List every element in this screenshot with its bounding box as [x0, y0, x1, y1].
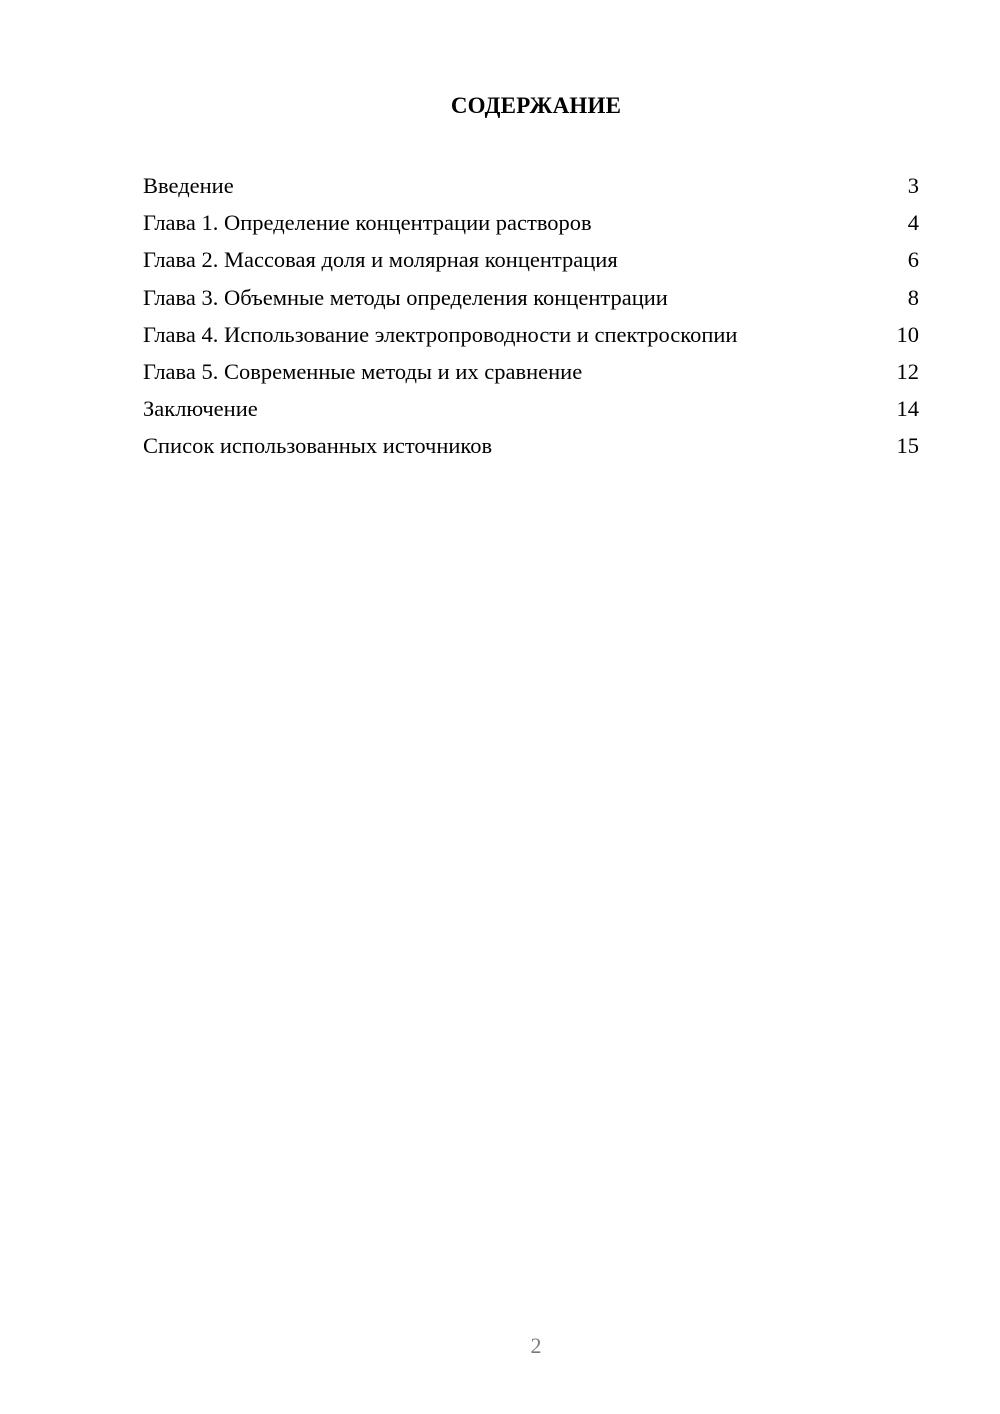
- toc-entry-page: 3: [907, 173, 919, 198]
- toc-entry-chapter-2: [143, 241, 919, 278]
- toc-entry-chapter-5: [143, 353, 919, 390]
- toc-entry-chapter-3: [143, 279, 919, 316]
- toc-entry-introduction: [143, 167, 919, 204]
- toc-entry-page: 4: [907, 210, 919, 236]
- toc-entry-conclusion: [143, 390, 919, 427]
- toc-entry-page: 12: [896, 358, 919, 384]
- toc-entry-title: Введение: [143, 173, 234, 198]
- toc-entry-title: Глава 4. Использование электропроводности и спектроскопии: [143, 321, 738, 347]
- toc-entry-title: Глава 3. Объемные методы определения концентрации: [143, 284, 668, 310]
- toc-entry-page: 10: [896, 321, 919, 347]
- toc-entry-page: 14: [896, 396, 919, 422]
- toc-entry-title: Глава 5. Современные методы и их сравнение: [143, 358, 583, 384]
- toc-entry-chapter-1: [143, 204, 919, 241]
- toc-entry-chapter-4: [143, 316, 919, 353]
- toc-entry-title: Список использованных источников: [143, 433, 493, 459]
- toc-entry-page: 15: [896, 433, 919, 459]
- toc-entry-page: 6: [907, 247, 919, 273]
- table-of-contents: [143, 167, 919, 465]
- toc-entry-page: 8: [907, 284, 919, 310]
- toc-entry-title: Глава 2. Массовая доля и молярная концентрация: [143, 247, 618, 273]
- toc-entry-references: [143, 427, 919, 464]
- toc-heading: СОДЕРЖАНИЕ: [450, 93, 622, 118]
- toc-entry-title: Заключение: [143, 396, 258, 422]
- page-number: 2: [530, 1333, 542, 1358]
- toc-entry-title: Глава 1. Определение концентрации растворов: [143, 210, 592, 236]
